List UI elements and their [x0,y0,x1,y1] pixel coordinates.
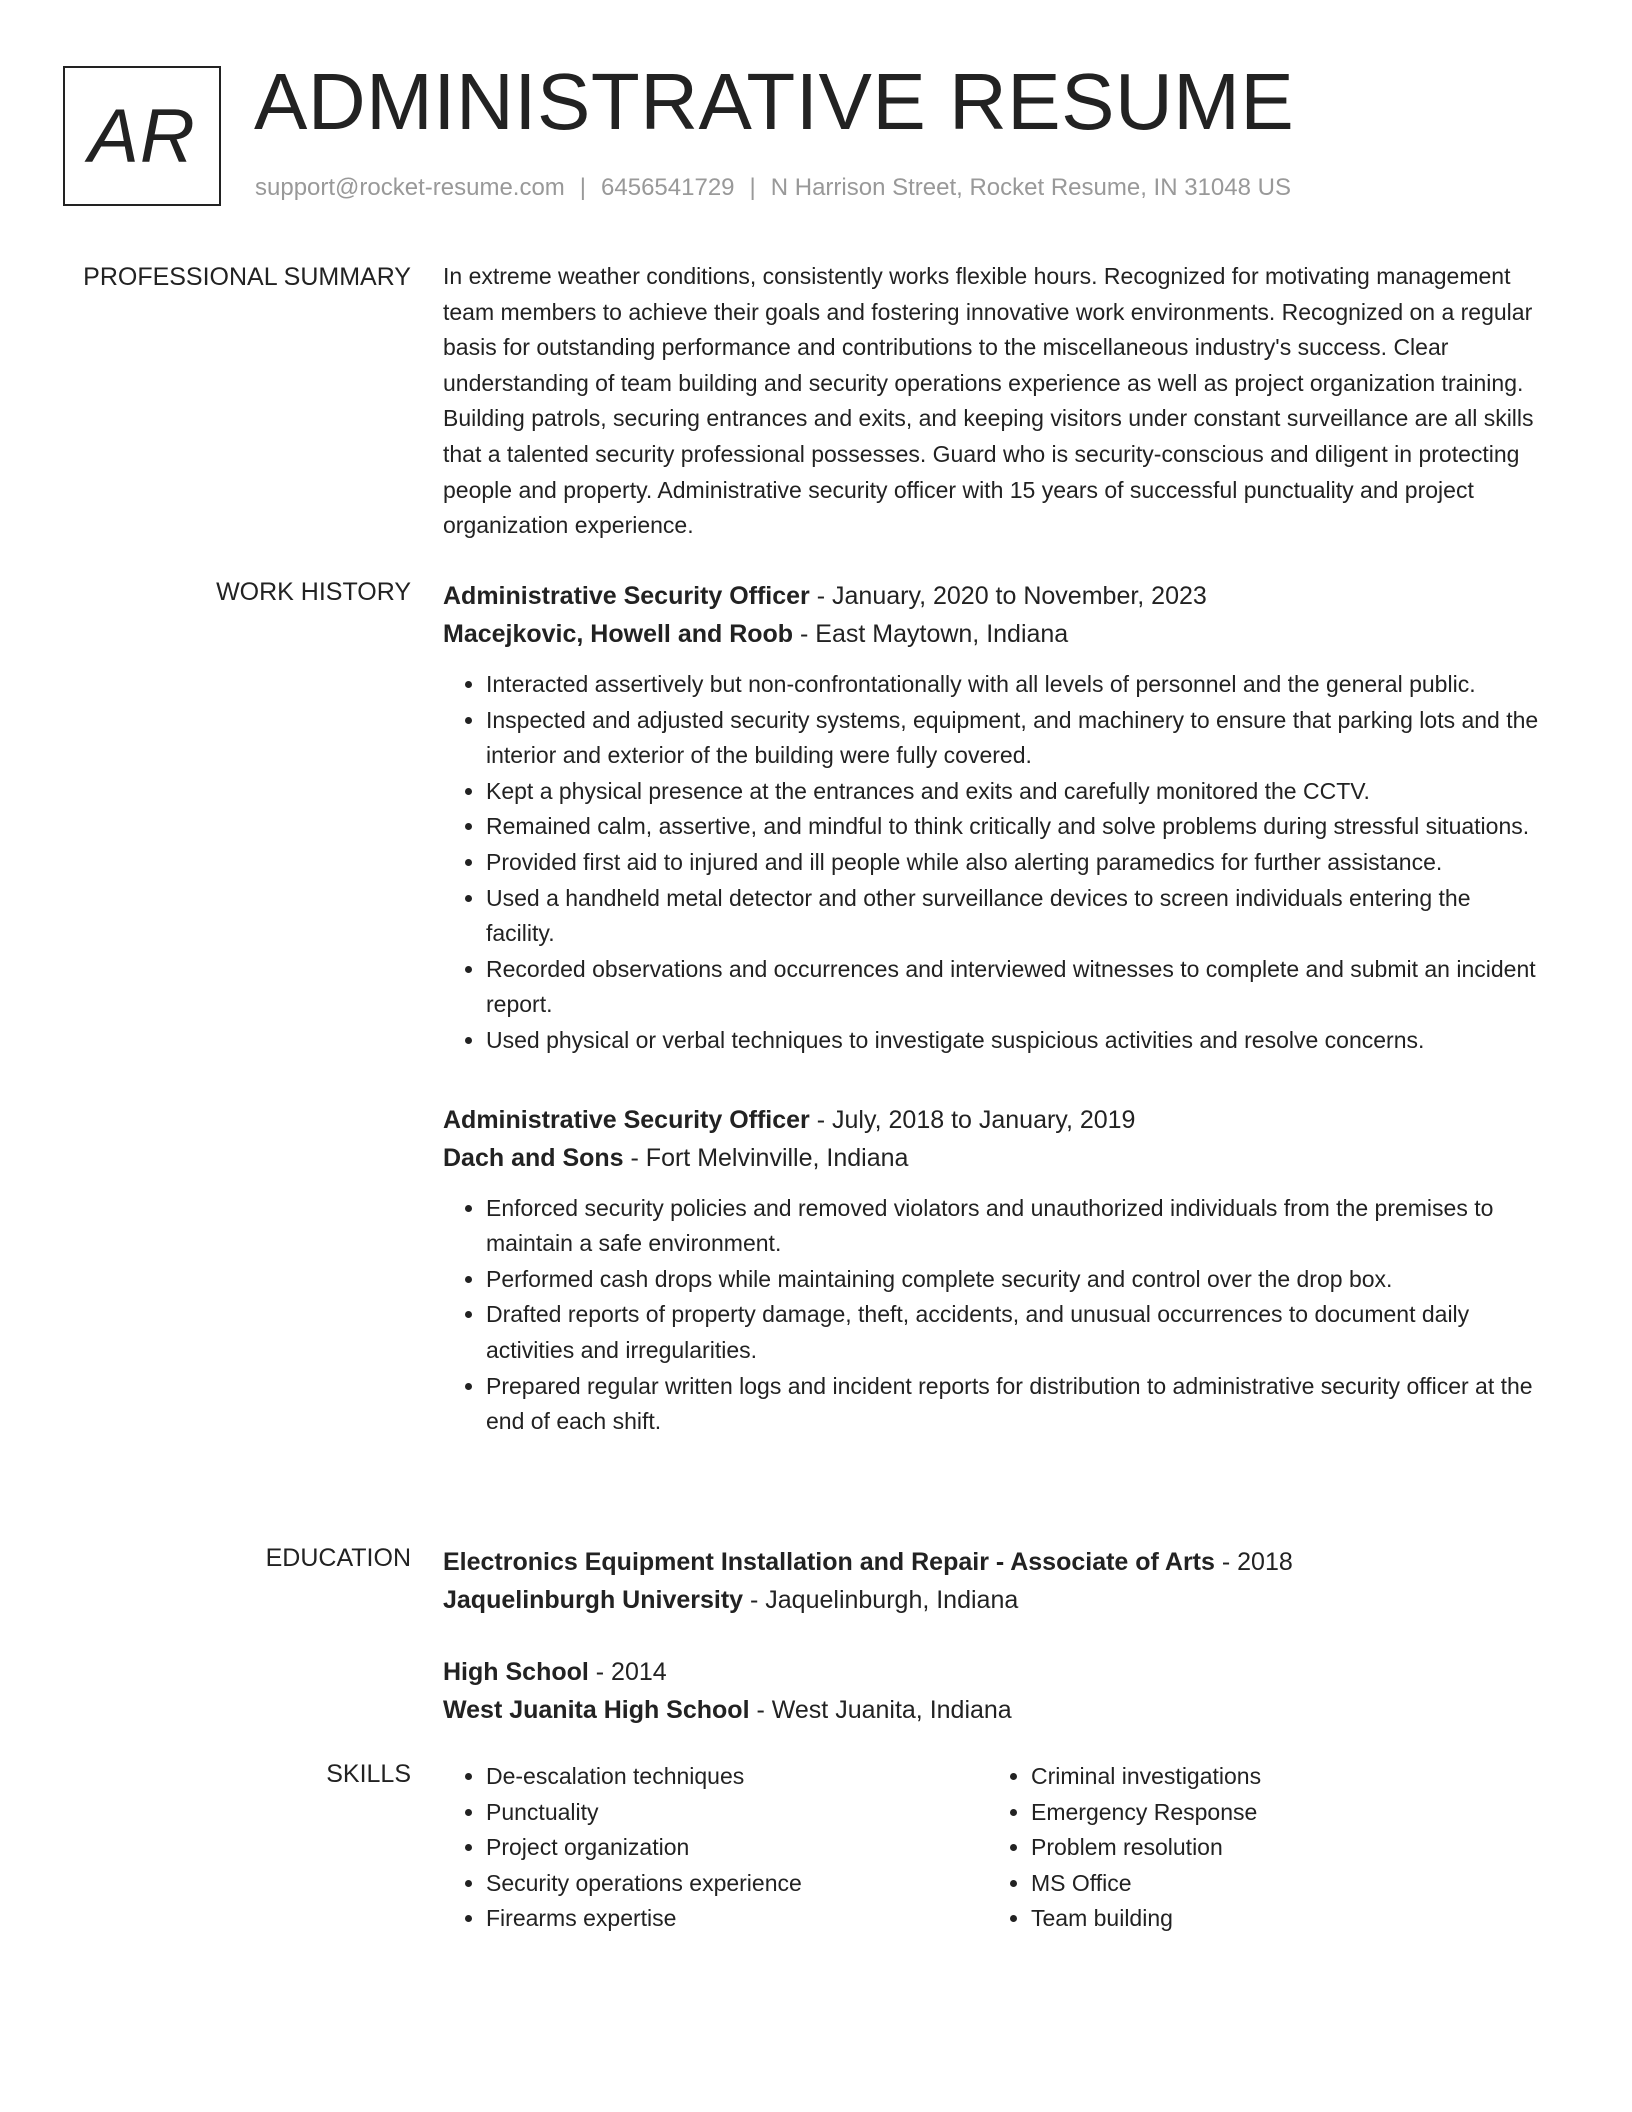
school-line [443,1581,1543,1619]
job-title-line [443,1101,1543,1139]
skill-item: • MS Office [1031,1866,1533,1902]
job-duty: • Recorded observations and occurrences and interviewed witnesses to complete and submit an incident report. [486,952,1543,1023]
degree-line [443,1653,1543,1691]
contact-email: support@rocket-resume.com [255,174,565,201]
contact-separator: | [749,174,756,201]
job-duty: • Interacted assertively but non-confrontationally with all levels of personnel and the general public. [486,667,1543,703]
job-duty: • Prepared regular written logs and incident reports for distribution to administrative security officer at the end of each shift. [486,1369,1543,1440]
skills-heading: SKILLS [326,1760,411,1788]
skills-list [443,1759,988,1937]
education-body [443,1543,1543,1763]
job-title: Administrative Security Officer [443,582,810,610]
skill-item: • Problem resolution [1031,1830,1533,1866]
skill-item: • Emergency Response [1031,1795,1533,1831]
degree-line [443,1543,1543,1581]
job-title: Administrative Security Officer [443,1105,810,1134]
education-entry [443,1653,1543,1729]
job-company-line [443,1139,1543,1177]
school-line [443,1691,1543,1729]
skills-column-left [443,1759,988,1937]
job-entry [443,1101,1543,1440]
skills-columns [443,1759,1543,1937]
education-entry [443,1543,1543,1619]
job-dates: - January, 2020 to November, 2023 [809,582,1207,610]
job-duties-list [443,1191,1543,1440]
monogram-logo: AR [63,66,221,206]
skill-item: • Project organization [486,1830,988,1866]
job-duty: • Enforced security policies and removed violators and unauthorized individuals from the premises to maintain a safe environment. [486,1191,1543,1262]
summary-body [443,262,1543,544]
job-title-line [443,577,1543,615]
work-history-heading: WORK HISTORY [216,578,411,606]
skill-item: • De-escalation techniques [486,1759,988,1795]
contact-separator: | [579,174,587,201]
school-name: Jaquelinburgh University [443,1586,744,1614]
job-duty: • Remained calm, assertive, and mindful to think critically and solve problems during stressful situations. [486,809,1543,845]
skills-body [443,1759,1543,1937]
job-duty: • Performed cash drops while maintaining complete security and control over the drop box. [486,1262,1543,1298]
summary-heading: PROFESSIONAL SUMMARY [83,263,411,291]
job-dates: - July, 2018 to January, 2019 [809,1105,1136,1134]
skill-item: • Firearms expertise [486,1901,988,1937]
education-heading: EDUCATION [265,1544,411,1572]
job-location: - Fort Melvinville, Indiana [623,1143,909,1172]
job-duty: • Drafted reports of property damage, theft, accidents, and unusual occurrences to document daily activities and irregularities. [486,1297,1543,1368]
job-company: Dach and Sons [443,1143,624,1172]
job-duty: • Inspected and adjusted security systems, equipment, and machinery to ensure that parking lots and the interior and exterior of the building were fully covered. [486,703,1543,774]
job-duty: • Used physical or verbal techniques to investigate suspicious activities and resolve concerns. [486,1023,1543,1059]
skill-item: • Team building [1031,1901,1533,1937]
skill-item: • Punctuality [486,1795,988,1831]
skills-column-right [988,1759,1533,1937]
work-history-body [443,577,1543,1482]
job-duty: • Kept a physical presence at the entrances and exits and carefully monitored the CCTV. [486,774,1543,810]
contact-phone: 6456541729 [601,174,735,201]
job-duty: • Provided first aid to injured and ill people while also alerting paramedics for further assistance. [486,845,1543,881]
degree-year: - 2014 [588,1658,667,1686]
degree-name: Electronics Equipment Installation and Repair - Associate of Arts [443,1548,1215,1576]
skill-item: • Security operations experience [486,1866,988,1902]
contact-line [255,174,1291,202]
skills-list [988,1759,1533,1937]
job-company-line [443,615,1543,653]
contact-address: N Harrison Street, Rocket Resume, IN 31048 US [770,174,1291,201]
job-duty: • Used a handheld metal detector and other surveillance devices to screen individuals entering the facility. [486,881,1543,952]
school-location: - Jaquelinburgh, Indiana [743,1586,1019,1614]
resume-title: ADMINISTRATIVE RESUME [254,57,1295,146]
skill-item: • Criminal investigations [1031,1759,1533,1795]
degree-year: - 2018 [1214,1548,1293,1576]
job-location: - East Maytown, Indiana [793,620,1069,648]
summary-text: In extreme weather conditions, consistently works flexible hours. Recognized for motivating management team members to achieve their goals and fostering innovative work environments. Recognized on a regular basis for outstanding performance and contributions to the miscellaneous industry's success. Clear understanding of team building and security operations experience as well as project organization training. Building patrols, securing entrances and exits, and keeping visitors under constant surveillance are all skills that a talented security professional possesses. Guard who is security-conscious and diligent in protecting people and property. Administrative security officer with 15 years of successful punctuality and project organization experience. [443,263,1534,539]
job-duties-list [443,667,1543,1059]
school-name: West Juanita High School [443,1696,750,1724]
school-location: - West Juanita, Indiana [749,1696,1012,1724]
job-company: Macejkovic, Howell and Roob [443,620,794,648]
job-entry [443,577,1543,1059]
degree-name: High School [443,1658,589,1686]
